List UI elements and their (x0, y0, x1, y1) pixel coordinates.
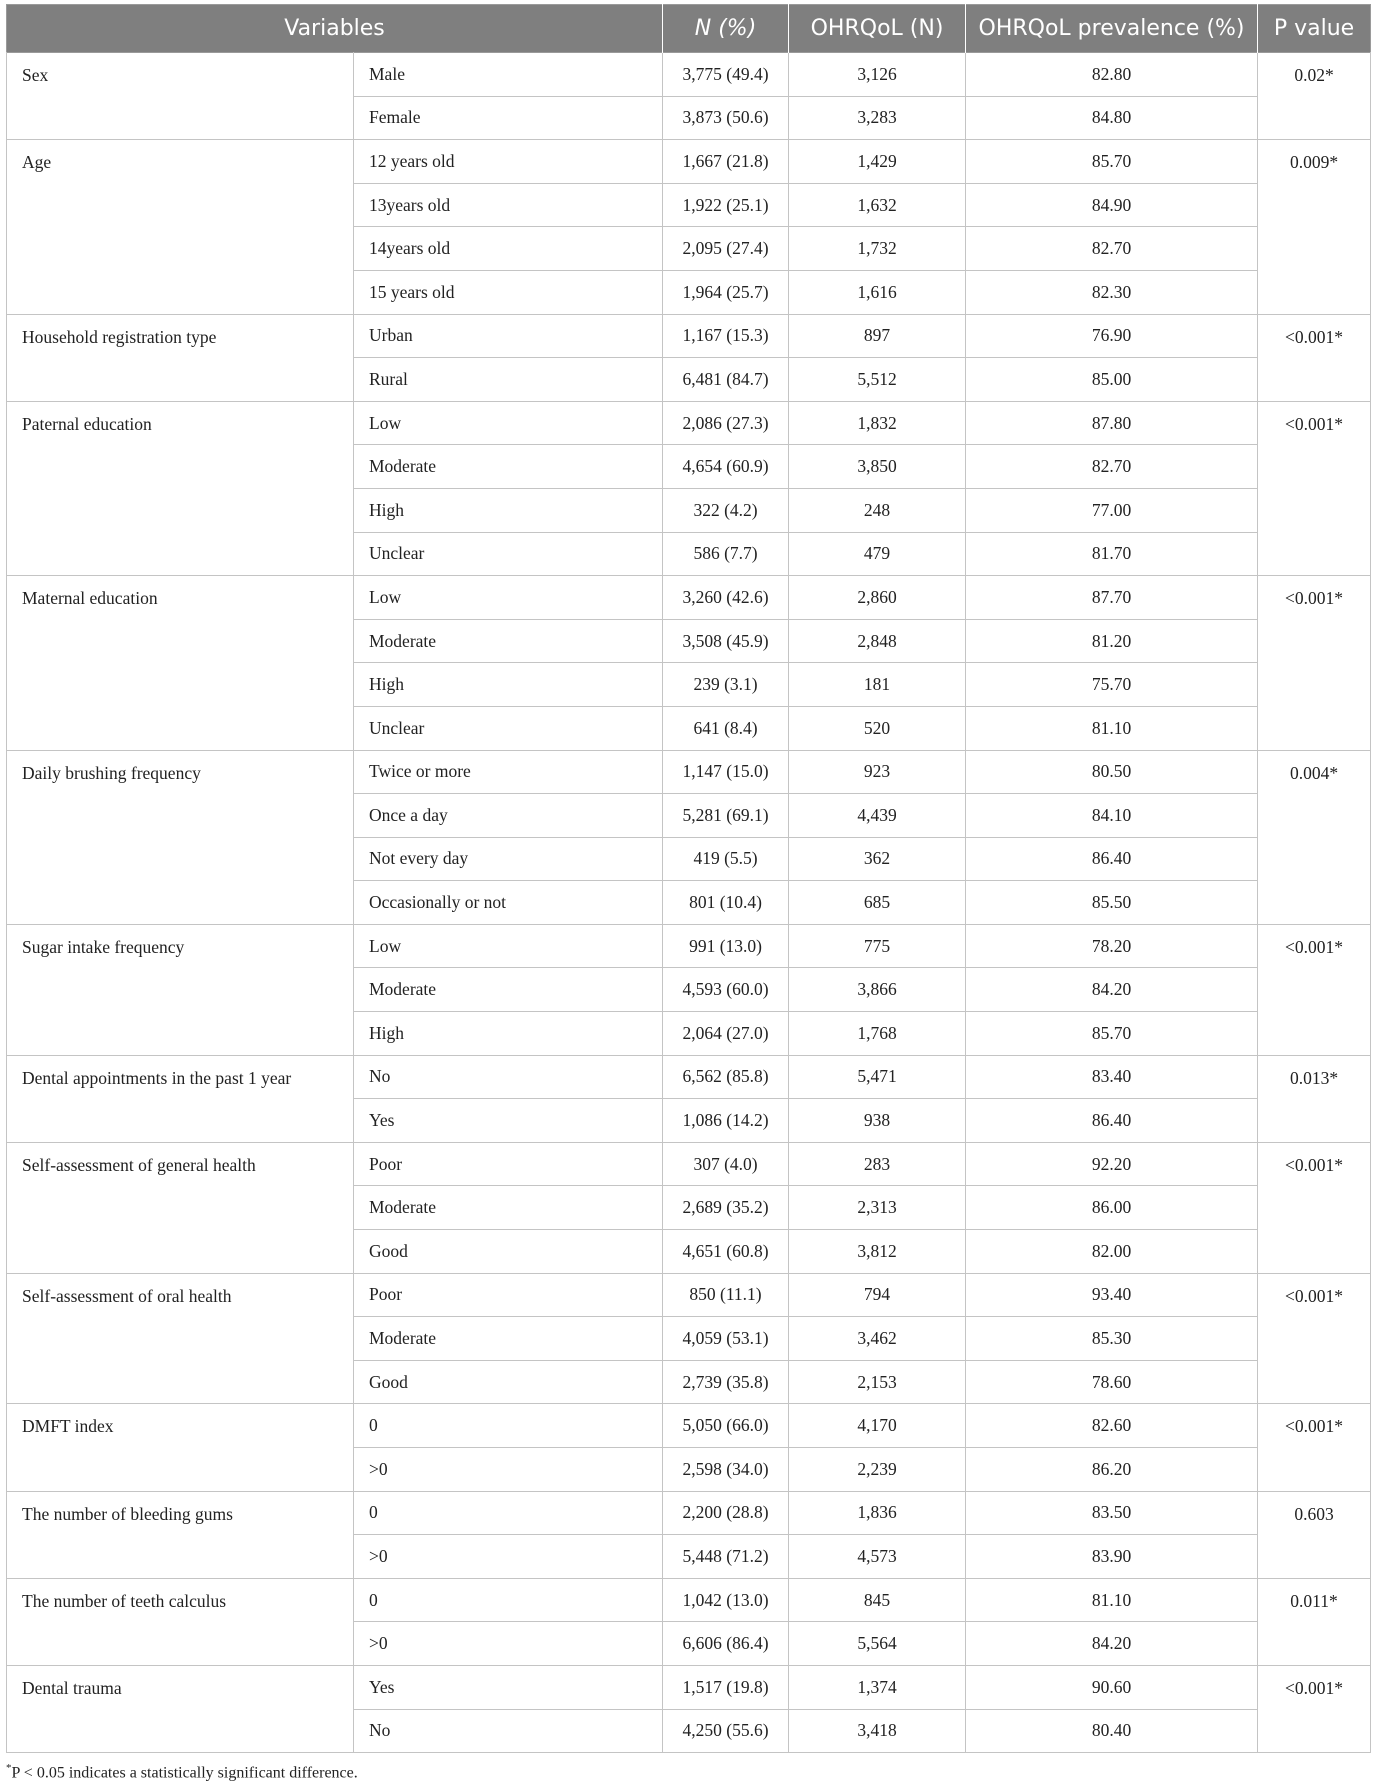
n-percent-cell: 1,086 (14.2) (663, 1099, 789, 1143)
n-percent-cell: 1,167 (15.3) (663, 314, 789, 358)
ohrqol-n-cell: 5,512 (789, 358, 966, 402)
n-percent-cell: 322 (4.2) (663, 488, 789, 532)
prevalence-cell: 86.00 (966, 1186, 1258, 1230)
table-body (7, 53, 1371, 1753)
category-cell: Yes (354, 1099, 663, 1143)
category-cell: Twice or more (354, 750, 663, 794)
n-percent-cell: 419 (5.5) (663, 837, 789, 881)
p-value-cell: 0.013* (1258, 1055, 1371, 1142)
p-value-cell: 0.603 (1258, 1491, 1371, 1578)
prevalence-cell: 81.10 (966, 1578, 1258, 1622)
ohrqol-n-cell: 3,866 (789, 968, 966, 1012)
n-percent-cell: 307 (4.0) (663, 1142, 789, 1186)
ohrqol-n-cell: 4,170 (789, 1404, 966, 1448)
n-percent-cell: 2,689 (35.2) (663, 1186, 789, 1230)
prevalence-cell: 92.20 (966, 1142, 1258, 1186)
n-percent-cell: 6,562 (85.8) (663, 1055, 789, 1099)
footnote-mark: * (6, 1762, 12, 1774)
ohrqol-n-cell: 1,616 (789, 270, 966, 314)
category-cell: Not every day (354, 837, 663, 881)
ohrqol-n-cell: 794 (789, 1273, 966, 1317)
prevalence-cell: 82.80 (966, 53, 1258, 97)
ohrqol-n-cell: 2,860 (789, 576, 966, 620)
n-percent-cell: 5,448 (71.2) (663, 1535, 789, 1579)
table-row (7, 924, 1371, 968)
n-percent-cell: 4,654 (60.9) (663, 445, 789, 489)
category-cell: Poor (354, 1142, 663, 1186)
ohrqol-n-cell: 897 (789, 314, 966, 358)
table-row (7, 1491, 1371, 1535)
ohrqol-n-cell: 2,239 (789, 1448, 966, 1492)
prevalence-cell: 86.20 (966, 1448, 1258, 1492)
n-percent-cell: 4,651 (60.8) (663, 1230, 789, 1274)
ohrqol-n-cell: 1,732 (789, 227, 966, 271)
variable-cell: Household registration type (7, 314, 354, 401)
category-cell: Moderate (354, 445, 663, 489)
header-p-value: P value (1258, 5, 1371, 53)
n-percent-cell: 1,147 (15.0) (663, 750, 789, 794)
ohrqol-n-cell: 938 (789, 1099, 966, 1143)
category-cell: 0 (354, 1404, 663, 1448)
category-cell: No (354, 1709, 663, 1753)
category-cell: No (354, 1055, 663, 1099)
variable-cell: Paternal education (7, 401, 354, 575)
n-percent-cell: 2,200 (28.8) (663, 1491, 789, 1535)
ohrqol-n-cell: 479 (789, 532, 966, 576)
p-value-cell: <0.001* (1258, 1404, 1371, 1491)
n-percent-cell: 2,739 (35.8) (663, 1360, 789, 1404)
category-cell: 13years old (354, 183, 663, 227)
footnote-text: P < 0.05 indicates a statistically significant difference. (11, 1764, 358, 1782)
prevalence-cell: 90.60 (966, 1665, 1258, 1709)
category-cell: Low (354, 401, 663, 445)
table-row (7, 53, 1371, 97)
category-cell: 0 (354, 1491, 663, 1535)
prevalence-cell: 82.60 (966, 1404, 1258, 1448)
p-value-cell: <0.001* (1258, 1273, 1371, 1404)
ohrqol-n-cell: 5,564 (789, 1622, 966, 1666)
n-percent-cell: 5,281 (69.1) (663, 794, 789, 838)
prevalence-cell: 82.30 (966, 270, 1258, 314)
prevalence-cell: 85.70 (966, 140, 1258, 184)
prevalence-cell: 86.40 (966, 837, 1258, 881)
category-cell: Female (354, 96, 663, 140)
prevalence-cell: 84.10 (966, 794, 1258, 838)
table-row (7, 1665, 1371, 1709)
n-percent-cell: 3,873 (50.6) (663, 96, 789, 140)
prevalence-cell: 80.40 (966, 1709, 1258, 1753)
n-percent-cell: 3,775 (49.4) (663, 53, 789, 97)
n-percent-cell: 2,598 (34.0) (663, 1448, 789, 1492)
table-row (7, 1142, 1371, 1186)
prevalence-cell: 78.20 (966, 924, 1258, 968)
table-row (7, 1578, 1371, 1622)
p-value-cell: 0.004* (1258, 750, 1371, 924)
prevalence-cell: 87.70 (966, 576, 1258, 620)
n-percent-cell: 586 (7.7) (663, 532, 789, 576)
prevalence-cell: 84.20 (966, 1622, 1258, 1666)
ohrqol-n-cell: 2,153 (789, 1360, 966, 1404)
ohrqol-n-cell: 685 (789, 881, 966, 925)
variable-cell: Sugar intake frequency (7, 924, 354, 1055)
prevalence-cell: 87.80 (966, 401, 1258, 445)
table-header-row (7, 5, 1371, 53)
variable-cell: Dental trauma (7, 1665, 354, 1752)
ohrqol-n-cell: 3,850 (789, 445, 966, 489)
p-value-cell: <0.001* (1258, 1142, 1371, 1273)
variable-cell: Maternal education (7, 576, 354, 750)
n-percent-cell: 1,964 (25.7) (663, 270, 789, 314)
ohrqol-n-cell: 181 (789, 663, 966, 707)
footnote (6, 1762, 358, 1782)
category-cell: Male (354, 53, 663, 97)
ohrqol-n-cell: 775 (789, 924, 966, 968)
p-value-cell: 0.009* (1258, 140, 1371, 314)
category-cell: >0 (354, 1622, 663, 1666)
ohrqol-n-cell: 248 (789, 488, 966, 532)
prevalence-cell: 84.80 (966, 96, 1258, 140)
prevalence-cell: 77.00 (966, 488, 1258, 532)
n-percent-cell: 1,042 (13.0) (663, 1578, 789, 1622)
ohrqol-n-cell: 4,439 (789, 794, 966, 838)
n-percent-cell: 239 (3.1) (663, 663, 789, 707)
prevalence-cell: 83.90 (966, 1535, 1258, 1579)
prevalence-cell: 78.60 (966, 1360, 1258, 1404)
p-value-cell: 0.011* (1258, 1578, 1371, 1665)
category-cell: Good (354, 1230, 663, 1274)
n-percent-cell: 2,095 (27.4) (663, 227, 789, 271)
table-row (7, 401, 1371, 445)
category-cell: 12 years old (354, 140, 663, 184)
header-ohrqol-n: OHRQoL (N) (789, 5, 966, 53)
category-cell: Good (354, 1360, 663, 1404)
n-percent-cell: 2,064 (27.0) (663, 1012, 789, 1056)
header-n-percent: N (%) (663, 5, 789, 53)
n-percent-cell: 801 (10.4) (663, 881, 789, 925)
category-cell: >0 (354, 1535, 663, 1579)
category-cell: Unclear (354, 706, 663, 750)
category-cell: Once a day (354, 794, 663, 838)
n-percent-cell: 1,922 (25.1) (663, 183, 789, 227)
prevalence-cell: 81.10 (966, 706, 1258, 750)
prevalence-cell: 83.50 (966, 1491, 1258, 1535)
ohrqol-n-cell: 2,313 (789, 1186, 966, 1230)
category-cell: Occasionally or not (354, 881, 663, 925)
variable-cell: Age (7, 140, 354, 314)
n-percent-cell: 6,606 (86.4) (663, 1622, 789, 1666)
p-value-cell: <0.001* (1258, 576, 1371, 750)
variable-cell: Self-assessment of general health (7, 1142, 354, 1273)
n-percent-cell: 4,593 (60.0) (663, 968, 789, 1012)
category-cell: High (354, 663, 663, 707)
table-row (7, 1404, 1371, 1448)
variable-cell: Self-assessment of oral health (7, 1273, 354, 1404)
ohrqol-n-cell: 1,836 (789, 1491, 966, 1535)
ohrqol-n-cell: 3,283 (789, 96, 966, 140)
ohrqol-n-cell: 283 (789, 1142, 966, 1186)
ohrqol-n-cell: 362 (789, 837, 966, 881)
category-cell: >0 (354, 1448, 663, 1492)
category-cell: Low (354, 924, 663, 968)
ohrqol-n-cell: 1,832 (789, 401, 966, 445)
n-percent-cell: 5,050 (66.0) (663, 1404, 789, 1448)
prevalence-cell: 84.90 (966, 183, 1258, 227)
ohrqol-n-cell: 3,462 (789, 1317, 966, 1361)
prevalence-cell: 81.20 (966, 619, 1258, 663)
ohrqol-n-cell: 5,471 (789, 1055, 966, 1099)
ohrqol-n-cell: 1,429 (789, 140, 966, 184)
category-cell: Moderate (354, 619, 663, 663)
prevalence-cell: 82.70 (966, 445, 1258, 489)
category-cell: Poor (354, 1273, 663, 1317)
ohrqol-n-cell: 3,812 (789, 1230, 966, 1274)
ohrqol-n-cell: 3,126 (789, 53, 966, 97)
category-cell: Moderate (354, 1317, 663, 1361)
n-percent-cell: 1,517 (19.8) (663, 1665, 789, 1709)
category-cell: High (354, 1012, 663, 1056)
prevalence-cell: 76.90 (966, 314, 1258, 358)
prevalence-cell: 85.30 (966, 1317, 1258, 1361)
p-value-cell: <0.001* (1258, 401, 1371, 575)
ohrqol-n-cell: 1,768 (789, 1012, 966, 1056)
ohrqol-n-cell: 3,418 (789, 1709, 966, 1753)
prevalence-cell: 75.70 (966, 663, 1258, 707)
category-cell: High (354, 488, 663, 532)
n-percent-cell: 6,481 (84.7) (663, 358, 789, 402)
table-row (7, 314, 1371, 358)
results-table (6, 4, 1371, 1753)
category-cell: 15 years old (354, 270, 663, 314)
prevalence-cell: 81.70 (966, 532, 1258, 576)
variable-cell: Dental appointments in the past 1 year (7, 1055, 354, 1142)
variable-cell: Sex (7, 53, 354, 140)
prevalence-cell: 80.50 (966, 750, 1258, 794)
header-ohrqol-prevalence: OHRQoL prevalence (%) (966, 5, 1258, 53)
n-percent-cell: 641 (8.4) (663, 706, 789, 750)
prevalence-cell: 86.40 (966, 1099, 1258, 1143)
ohrqol-n-cell: 923 (789, 750, 966, 794)
category-cell: Moderate (354, 968, 663, 1012)
prevalence-cell: 93.40 (966, 1273, 1258, 1317)
n-percent-cell: 2,086 (27.3) (663, 401, 789, 445)
category-cell: Yes (354, 1665, 663, 1709)
table-row (7, 576, 1371, 620)
n-percent-cell: 1,667 (21.8) (663, 140, 789, 184)
variable-cell: The number of teeth calculus (7, 1578, 354, 1665)
category-cell: Unclear (354, 532, 663, 576)
ohrqol-n-cell: 2,848 (789, 619, 966, 663)
category-cell: Low (354, 576, 663, 620)
category-cell: Urban (354, 314, 663, 358)
n-percent-cell: 3,260 (42.6) (663, 576, 789, 620)
table-row (7, 1055, 1371, 1099)
p-value-cell: <0.001* (1258, 314, 1371, 401)
table-row (7, 750, 1371, 794)
prevalence-cell: 85.70 (966, 1012, 1258, 1056)
ohrqol-n-cell: 520 (789, 706, 966, 750)
variable-cell: The number of bleeding gums (7, 1491, 354, 1578)
category-cell: Rural (354, 358, 663, 402)
n-percent-cell: 4,250 (55.6) (663, 1709, 789, 1753)
variable-cell: DMFT index (7, 1404, 354, 1491)
ohrqol-n-cell: 1,632 (789, 183, 966, 227)
category-cell: 14years old (354, 227, 663, 271)
n-percent-cell: 991 (13.0) (663, 924, 789, 968)
table-row (7, 1273, 1371, 1317)
prevalence-cell: 85.00 (966, 358, 1258, 402)
n-percent-cell: 850 (11.1) (663, 1273, 789, 1317)
header-variables: Variables (7, 5, 663, 53)
n-percent-cell: 4,059 (53.1) (663, 1317, 789, 1361)
table-row (7, 140, 1371, 184)
prevalence-cell: 85.50 (966, 881, 1258, 925)
prevalence-cell: 84.20 (966, 968, 1258, 1012)
prevalence-cell: 83.40 (966, 1055, 1258, 1099)
p-value-cell: <0.001* (1258, 924, 1371, 1055)
p-value-cell: <0.001* (1258, 1665, 1371, 1752)
p-value-cell: 0.02* (1258, 53, 1371, 140)
prevalence-cell: 82.70 (966, 227, 1258, 271)
ohrqol-n-cell: 1,374 (789, 1665, 966, 1709)
category-cell: Moderate (354, 1186, 663, 1230)
ohrqol-n-cell: 4,573 (789, 1535, 966, 1579)
category-cell: 0 (354, 1578, 663, 1622)
variable-cell: Daily brushing frequency (7, 750, 354, 924)
ohrqol-n-cell: 845 (789, 1578, 966, 1622)
prevalence-cell: 82.00 (966, 1230, 1258, 1274)
n-percent-cell: 3,508 (45.9) (663, 619, 789, 663)
